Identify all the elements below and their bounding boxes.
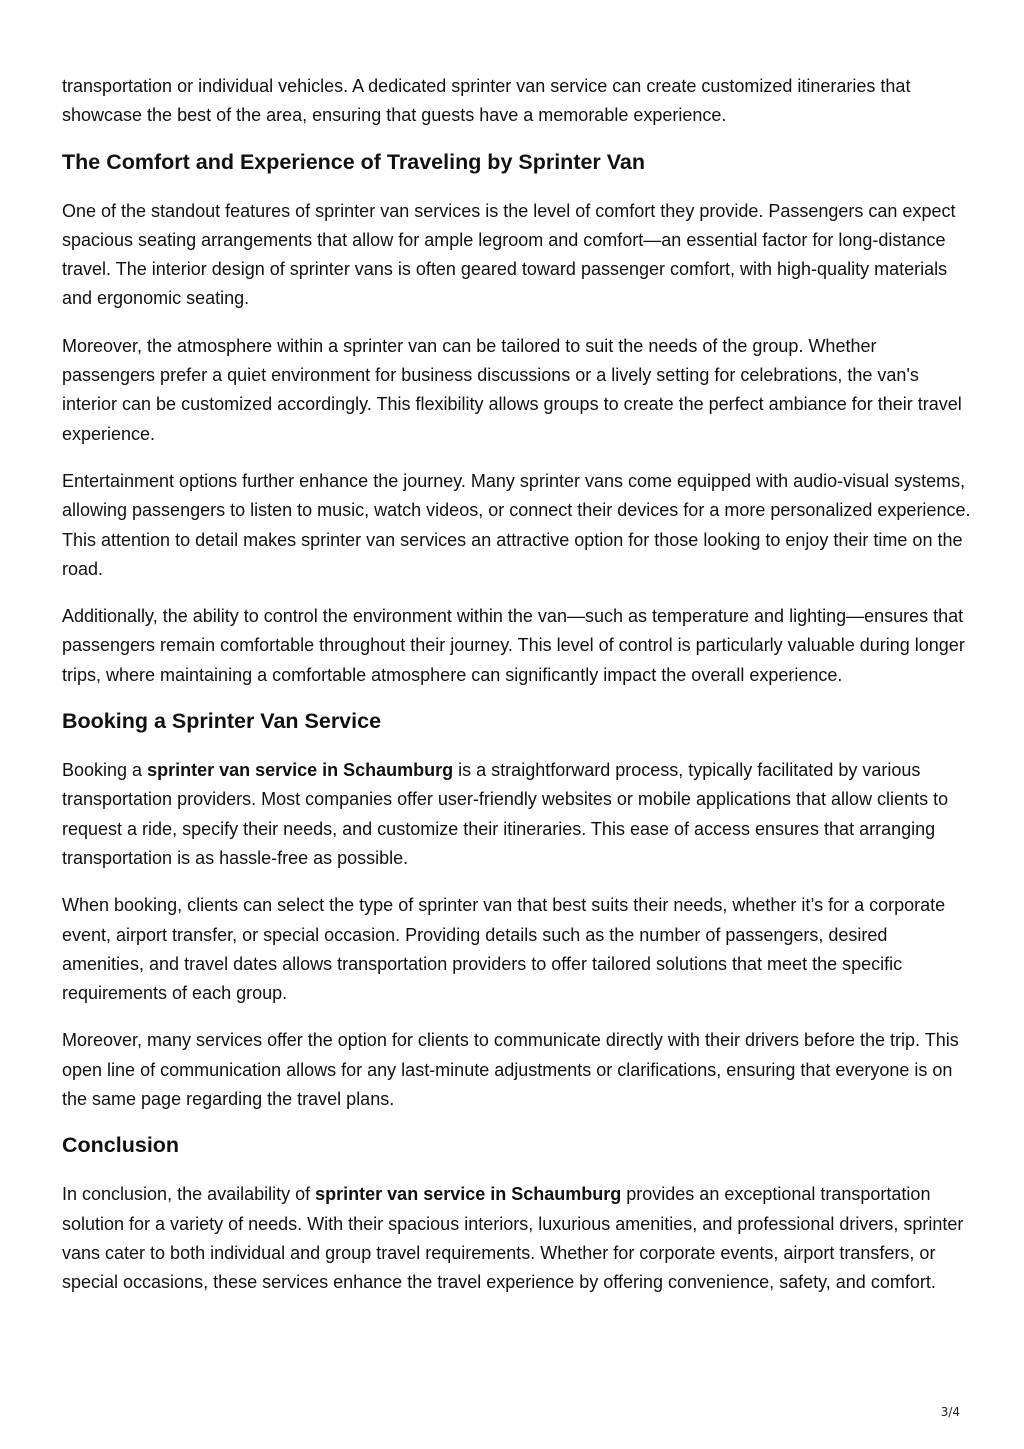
booking-p1-keyword: sprinter van service in Schaumburg — [147, 760, 454, 781]
comfort-paragraph-2: Moreover, the atmosphere within a sprinter van can be tailored to suit the needs of the group. Whether passengers prefer a quiet environment for business discussions or a lively setting for celebrations, the van's interior can be customized accordingly. This flexibility allows groups to create the perfect ambiance for their travel experience. — [62, 335, 962, 444]
booking-p1-text-end: is a straightforward process, typically facilitated by various transportation providers. Most companies offer user-friendly websites or mobile applications that allow clients to request a ride, specify their needs, and customize their itineraries. This ease of access ensures that arranging transportation is as hassle-free as possible. — [62, 760, 949, 868]
conclusion-keyword: sprinter van service in Schaumburg — [315, 1184, 622, 1205]
booking-paragraph-1 — [62, 756, 972, 873]
conclusion-text-start: In conclusion, the availability of — [62, 1184, 316, 1205]
conclusion-heading: Conclusion — [62, 1133, 180, 1158]
conclusion-paragraph — [62, 1180, 972, 1297]
intro-paragraph: transportation or individual vehicles. A dedicated sprinter van service can create customized itineraries that showcase the best of the area, ensuring that guests have a memorable experience. — [62, 76, 911, 126]
booking-paragraph-2: When booking, clients can select the type of sprinter van that best suits their needs, whether it’s for a corporate event, airport transfer, or special occasion. Providing details such as the number of passengers, desired amenities, and travel dates allows transportation providers to offer tailored solutions that meet the specific requirements of each group. — [62, 895, 946, 1004]
page-number: 3/4 — [940, 1405, 960, 1419]
booking-paragraph-3: Moreover, many services offer the option for clients to communicate directly with their drivers before the trip. This open line of communication allows for any last-minute adjustments or clarifications, ensuring that everyone is on the same page regarding the travel plans. — [62, 1030, 959, 1110]
comfort-paragraph-4: Additionally, the ability to control the environment within the van—such as temperature and lighting—ensures that passengers remain comfortable throughout their journey. This level of control is particularly valuable during longer trips, where maintaining a comfortable atmosphere can significantly impact the overall experience. — [62, 606, 965, 685]
comfort-paragraph-1: One of the standout features of sprinter van services is the level of comfort they provide. Passengers can expect spacious seating arrangements that allow for ample legroom and comfort—an essential factor for long-distance travel. The interior design of sprinter vans is often geared toward passenger comfort, with high-quality materials and ergonomic seating. — [62, 200, 956, 309]
booking-heading: Booking a Sprinter Van Service — [62, 709, 382, 734]
document-page — [62, 72, 972, 1316]
comfort-paragraph-3: Entertainment options further enhance the journey. Many sprinter vans come equipped with audio-visual systems, allowing passengers to listen to music, watch videos, or connect their devices for a more personalized experience. This attention to detail makes sprinter van services an attractive option for those looking to enjoy their time on the road. — [62, 470, 971, 579]
conclusion-text-end: provides an exceptional transportation solution for a variety of needs. With their spacious interiors, luxurious amenities, and professional drivers, sprinter vans cater to both individual and group travel requirements. Whether for corporate events, airport transfers, or special occasions, these services enhance the travel experience by offering convenience, safety, and comfort. — [62, 1184, 964, 1293]
booking-p1-text-start: Booking a — [62, 760, 148, 781]
comfort-heading: The Comfort and Experience of Traveling by Sprinter Van — [62, 149, 646, 174]
